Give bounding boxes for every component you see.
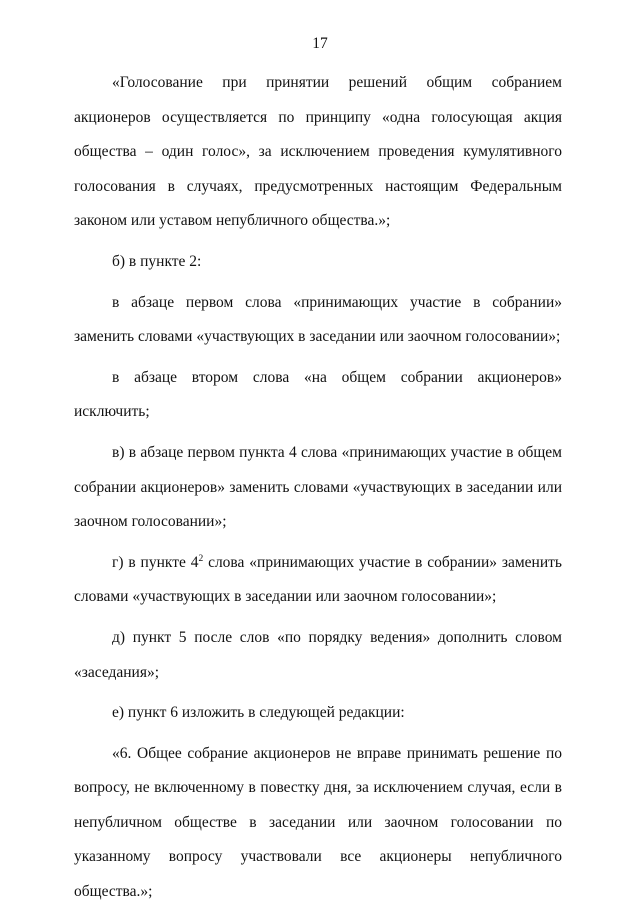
- superscript-index: 2: [198, 553, 204, 564]
- paragraph-item-d: д) пункт 5 после слов «по порядку ведения» дополнить словом «заседания»;: [74, 628, 562, 681]
- document-body: [74, 66, 562, 916]
- paragraph-item-g-end: слова «принимающих участие в собрании» заменить словами «участвующих в заседании или заочном голосовании»;: [74, 553, 562, 606]
- page-number: 17: [312, 35, 328, 52]
- paragraph-item-b-first-abzac: в абзаце первом слова «принимающих участие в собрании» заменить словами «участвующих в заседании или заочном голосовании»;: [74, 293, 562, 346]
- paragraph-item-g-start: г) в пункте 4: [112, 553, 199, 571]
- paragraph-voting-principle: «Голосование при принятии решений общим собранием акционеров осуществляется по принципу «одна голосующая акция общества – один голос», за исключением проведения кумулятивного голосования в случаях, предусмотренных настоящим Федеральным законом или уставом непубличного общества.»;: [74, 74, 562, 230]
- paragraph-new-clause-6: «6. Общее собрание акционеров не вправе принимать решение по вопросу, не включенному в повестку дня, за исключением случая, если в непубличном обществе в заседании или заочном голосовании по указанному вопросу участвовали все акционеры непубличного общества.»;: [74, 744, 562, 901]
- paragraph-item-e: е) пункт 6 изложить в следующей редакции:: [112, 704, 405, 722]
- paragraph-item-v: в) в абзаце первом пункта 4 слова «принимающих участие в общем собрании акционеров» заменить словами «участвующих в заседании или заочном голосовании»;: [74, 443, 562, 531]
- paragraph-item-g: [74, 546, 562, 615]
- paragraph-item-b-second-abzac: в абзаце втором слова «на общем собрании акционеров» исключить;: [74, 368, 562, 421]
- paragraph-item-b: б) в пункте 2:: [112, 252, 202, 270]
